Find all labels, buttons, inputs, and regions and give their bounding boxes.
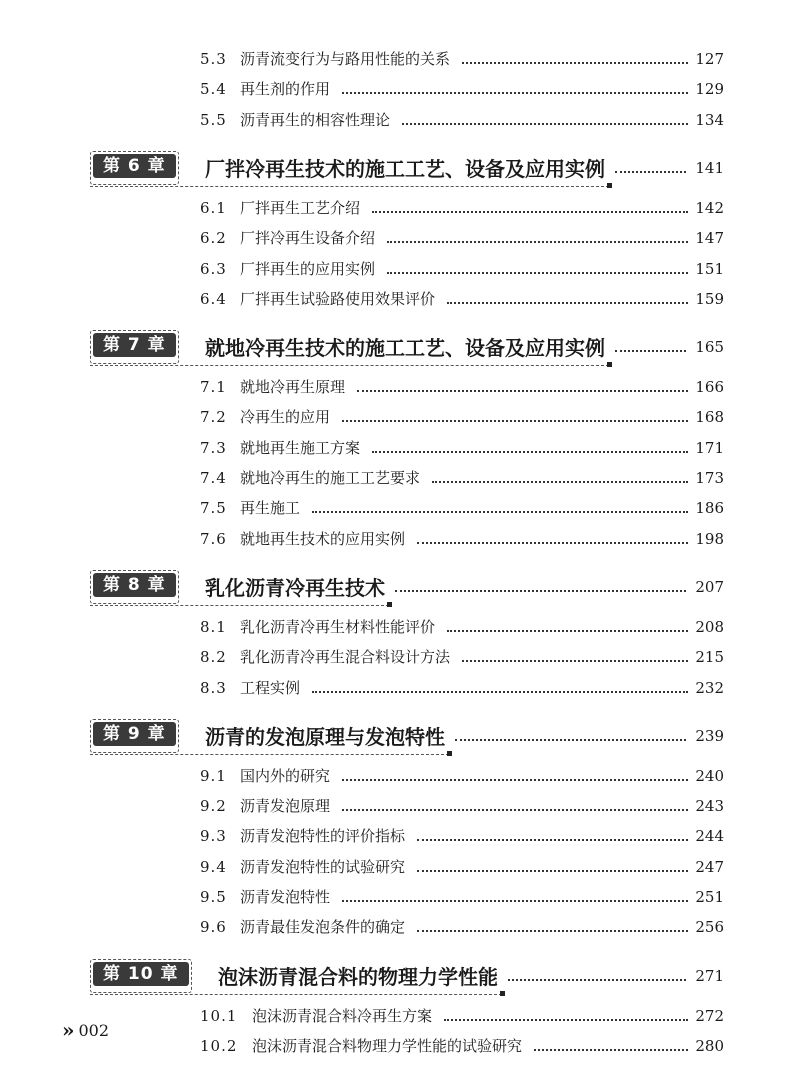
section-title: 再生施工 <box>240 499 301 518</box>
dot-leader <box>615 350 686 352</box>
section-page-number: 198 <box>695 529 724 548</box>
section-page-number: 256 <box>695 918 724 937</box>
section-number: 8.2 <box>200 648 227 667</box>
toc-chapter-entry[interactable] <box>90 330 724 368</box>
toc-chapter-entry[interactable] <box>90 959 724 997</box>
section-title: 厂拌再生试验路使用效果评价 <box>240 289 436 308</box>
chapter-badge: 第 8 章 <box>93 573 176 597</box>
section-number: 7.6 <box>200 529 227 548</box>
section-title: 国内外的研究 <box>240 766 331 785</box>
dot-leader <box>508 979 686 981</box>
toc-section-entry[interactable] <box>200 916 724 938</box>
dot-leader <box>312 691 688 693</box>
dot-leader <box>395 590 686 592</box>
toc-section-entry[interactable] <box>200 528 724 550</box>
chapter-badge-frame <box>90 330 179 364</box>
section-number: 5.5 <box>200 110 227 129</box>
toc-section-entry[interactable] <box>200 258 724 280</box>
section-title: 就地冷再生的施工工艺要求 <box>240 469 421 487</box>
section-page-number: 208 <box>695 617 724 636</box>
toc-chapter-entry[interactable] <box>90 151 724 189</box>
section-number: 5.4 <box>200 80 227 99</box>
section-title: 沥青流变行为与路用性能的关系 <box>240 50 451 68</box>
dot-leader <box>417 542 688 544</box>
section-page-number: 186 <box>695 499 724 518</box>
chapter-badge: 第 7 章 <box>93 333 176 357</box>
section-title: 泡沫沥青混合料冷再生方案 <box>252 1006 433 1025</box>
page-footer <box>62 1018 109 1042</box>
toc-section-entry[interactable] <box>200 677 724 699</box>
underline-end-marker <box>447 751 452 756</box>
dot-leader <box>462 660 688 662</box>
toc-section-entry[interactable] <box>200 48 724 70</box>
section-title: 厂拌再生的应用实例 <box>240 259 376 278</box>
section-page-number: 240 <box>695 766 724 785</box>
dot-leader <box>447 630 688 632</box>
section-number: 6.1 <box>200 198 227 217</box>
chapter-title: 就地冷再生技术的施工工艺、设备及应用实例 <box>205 336 605 361</box>
section-title: 再生剂的作用 <box>240 80 331 99</box>
chapter-underline <box>90 365 609 366</box>
chapter-underline <box>90 186 609 187</box>
underline-end-marker <box>387 602 392 607</box>
section-title: 沥青最佳发泡条件的确定 <box>240 918 406 937</box>
dot-leader <box>402 123 688 125</box>
toc-section-entry[interactable] <box>200 78 724 100</box>
section-page-number: 244 <box>695 827 724 846</box>
section-page-number: 171 <box>695 438 724 457</box>
chapter-title: 厂拌冷再生技术的施工工艺、设备及应用实例 <box>205 156 605 181</box>
toc-section-entry[interactable] <box>200 497 724 519</box>
dot-leader <box>387 241 688 243</box>
underline-end-marker <box>500 991 505 996</box>
dot-leader <box>432 481 688 483</box>
section-page-number: 166 <box>695 378 724 397</box>
section-number: 8.3 <box>200 678 227 697</box>
section-title: 就地再生技术的应用实例 <box>240 529 406 548</box>
page-number: 002 <box>78 1020 110 1040</box>
dot-leader <box>417 870 688 872</box>
section-page-number: 127 <box>695 50 724 68</box>
toc-section-entry[interactable] <box>200 109 724 131</box>
section-title: 厂拌再生工艺介绍 <box>240 198 361 217</box>
toc-section-entry[interactable] <box>200 616 724 638</box>
toc-section-entry[interactable] <box>200 197 724 219</box>
section-number: 7.2 <box>200 408 227 427</box>
dot-leader <box>455 739 686 741</box>
section-number: 9.6 <box>200 918 227 937</box>
section-number: 7.4 <box>200 469 227 487</box>
toc-section-entry[interactable] <box>200 437 724 459</box>
section-title: 就地再生施工方案 <box>240 438 361 457</box>
chapter-page-number: 141 <box>695 158 724 177</box>
dot-leader <box>342 779 688 781</box>
section-page-number: 251 <box>695 888 724 906</box>
chapter-title: 乳化沥青冷再生技术 <box>205 575 385 600</box>
toc-section-entry[interactable] <box>200 288 724 310</box>
section-page-number: 159 <box>695 289 724 308</box>
section-title: 沥青发泡特性的评价指标 <box>240 827 406 846</box>
chapter-badge-frame <box>90 959 192 993</box>
section-number: 6.2 <box>200 229 227 248</box>
chapter-badge: 第 9 章 <box>93 722 176 746</box>
section-title: 乳化沥青冷再生混合料设计方法 <box>240 648 451 667</box>
toc-section-entry[interactable] <box>200 646 724 668</box>
section-title: 沥青发泡特性 <box>240 888 331 906</box>
section-title: 沥青发泡特性的试验研究 <box>240 857 406 876</box>
section-page-number: 173 <box>695 469 724 487</box>
dot-leader <box>615 171 686 173</box>
section-page-number: 243 <box>695 797 724 816</box>
section-page-number: 129 <box>695 80 724 99</box>
toc-section-entry[interactable] <box>200 795 724 817</box>
section-number: 9.4 <box>200 857 227 876</box>
dot-leader <box>417 930 688 932</box>
underline-end-marker <box>607 183 612 188</box>
toc-section-entry[interactable] <box>200 825 724 847</box>
chapter-underline <box>90 754 449 755</box>
chapter-underline <box>90 994 502 995</box>
section-page-number: 151 <box>695 259 724 278</box>
chapter-badge-frame <box>90 151 179 185</box>
toc-section-entry[interactable] <box>200 406 724 428</box>
chapter-badge: 第 6 章 <box>93 154 176 178</box>
section-number: 9.1 <box>200 766 227 785</box>
section-page-number: 232 <box>695 678 724 697</box>
toc-section-entry[interactable] <box>200 227 724 249</box>
section-title: 工程实例 <box>240 678 301 697</box>
section-number: 10.2 <box>200 1036 238 1055</box>
chapter-page-number: 207 <box>695 577 724 596</box>
dot-leader <box>357 390 688 392</box>
section-number: 6.4 <box>200 289 227 308</box>
underline-end-marker <box>607 362 612 367</box>
section-page-number: 134 <box>695 110 724 129</box>
double-chevron-icon: » <box>62 1018 71 1042</box>
section-title: 泡沫沥青混合料物理力学性能的试验研究 <box>252 1036 523 1055</box>
dot-leader <box>342 420 688 422</box>
dot-leader <box>447 302 688 304</box>
toc-chapter-entry[interactable] <box>90 570 724 608</box>
toc-chapter-entry[interactable] <box>90 719 724 757</box>
dot-leader <box>312 511 688 513</box>
section-number: 9.3 <box>200 827 227 846</box>
section-number: 7.3 <box>200 438 227 457</box>
section-number: 6.3 <box>200 259 227 278</box>
toc-section-entry[interactable] <box>200 765 724 787</box>
toc-section-entry[interactable] <box>200 886 724 908</box>
section-title: 厂拌冷再生设备介绍 <box>240 229 376 248</box>
section-number: 8.1 <box>200 617 227 636</box>
toc-section-entry[interactable] <box>200 856 724 878</box>
section-title: 冷再生的应用 <box>240 408 331 427</box>
dot-leader <box>372 451 688 453</box>
toc-section-entry[interactable] <box>200 1035 724 1057</box>
section-page-number: 272 <box>695 1006 724 1025</box>
dot-leader <box>387 272 688 274</box>
toc-section-entry[interactable] <box>200 376 724 398</box>
chapter-title: 沥青的发泡原理与发泡特性 <box>205 724 445 749</box>
toc-section-entry[interactable] <box>200 467 724 489</box>
section-page-number: 168 <box>695 408 724 427</box>
section-title: 就地冷再生原理 <box>240 378 346 397</box>
chapter-page-number: 165 <box>695 338 724 357</box>
dot-leader <box>444 1019 688 1021</box>
chapter-badge: 第 10 章 <box>93 962 189 986</box>
chapter-badge-frame <box>90 719 179 753</box>
section-page-number: 280 <box>695 1036 724 1055</box>
toc-section-entry[interactable] <box>200 1005 724 1027</box>
section-page-number: 142 <box>695 198 724 217</box>
section-number: 9.5 <box>200 888 227 906</box>
chapter-badge-frame <box>90 570 179 604</box>
dot-leader <box>462 62 688 64</box>
section-page-number: 247 <box>695 857 724 876</box>
section-number: 10.1 <box>200 1006 238 1025</box>
section-title: 沥青再生的相容性理论 <box>240 110 391 129</box>
dot-leader <box>342 92 688 94</box>
dot-leader <box>342 900 688 902</box>
section-number: 9.2 <box>200 797 227 816</box>
chapter-page-number: 271 <box>695 966 724 985</box>
section-number: 7.1 <box>200 378 227 397</box>
dot-leader <box>372 211 688 213</box>
dot-leader <box>534 1049 688 1051</box>
section-number: 7.5 <box>200 499 227 518</box>
section-number: 5.3 <box>200 50 227 68</box>
section-page-number: 147 <box>695 229 724 248</box>
chapter-title: 泡沫沥青混合料的物理力学性能 <box>218 964 498 989</box>
dot-leader <box>342 809 688 811</box>
dot-leader <box>417 839 688 841</box>
section-page-number: 215 <box>695 648 724 667</box>
chapter-page-number: 239 <box>695 726 724 745</box>
chapter-underline <box>90 605 389 606</box>
section-title: 乳化沥青冷再生材料性能评价 <box>240 617 436 636</box>
section-title: 沥青发泡原理 <box>240 797 331 816</box>
